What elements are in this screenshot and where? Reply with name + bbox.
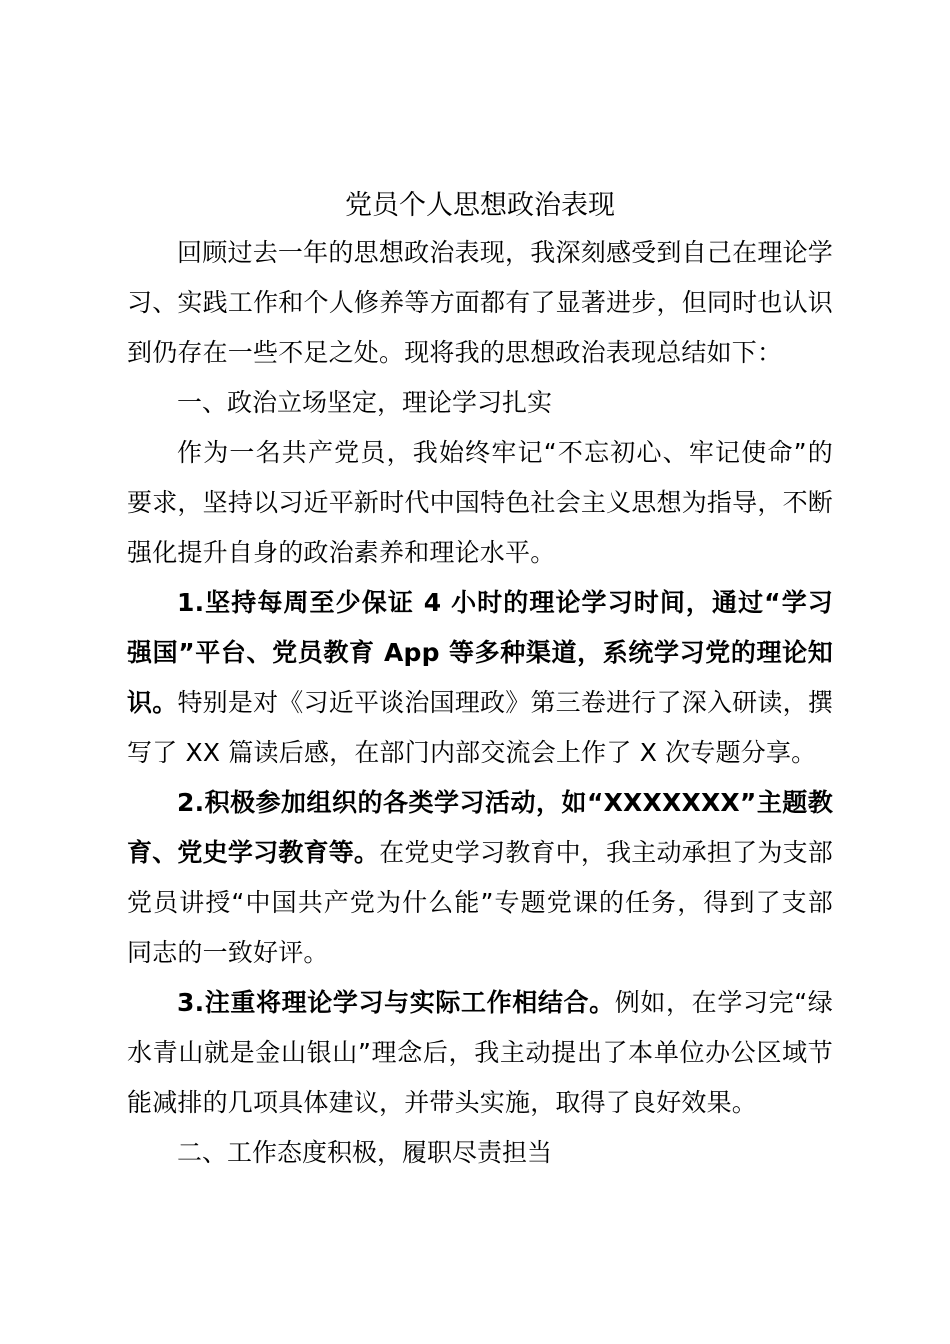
document-title: 党员个人思想政治表现	[345, 190, 615, 221]
section-1-item-2	[127, 778, 833, 978]
section-1-heading: 一、政治立场坚定，理论学习扎实	[177, 388, 553, 417]
intro-paragraph: 回顾过去一年的思想政治表现，我深刻感受到自己在理论学习、实践工作和个人修养等方面都有了显著进步，但同时也认识到仍存在一些不足之处。现将我的思想政治表现总结如下：	[127, 238, 833, 367]
item-1-text: 特别是对《习近平谈治国理政》第三卷进行了深入研读，撰写了 XX 篇读后感，在部门内部交流会上作了 X 次专题分享。	[127, 688, 834, 767]
section-1-item-1	[127, 578, 833, 778]
item-3-text: 例如，在学习完“绿水青山就是金山银山”理念后，我主动提出了本单位办公区域节能减排的几项具体建议，并带头实施，取得了良好效果。	[127, 988, 833, 1117]
section-2-heading: 二、工作态度积极，履职尽责担当	[177, 1138, 553, 1167]
item-3-bold-lead: 3.注重将理论学习与实际工作相结合。	[177, 988, 615, 1017]
item-2-text: 在党史学习教育中，我主动承担了为支部党员讲授“中国共产党为什么能”专题党课的任务，得到了支部同志的一致好评。	[127, 838, 833, 967]
section-1-intro-paragraph: 作为一名共产党员，我始终牢记“不忘初心、牢记使命”的要求，坚持以习近平新时代中国特色社会主义思想为指导，不断强化提升自身的政治素养和理论水平。	[127, 438, 833, 567]
document-content	[127, 178, 833, 1178]
item-2-bold-lead: 2.积极参加组织的各类学习活动，如“XXXXXXX”主题教育、党史学习教育等。	[127, 788, 833, 867]
item-1-bold-lead: 1.坚持每周至少保证 4 小时的理论学习时间，通过“学习强国”平台、党员教育 App 等多种渠道，系统学习党的理论知识。	[127, 588, 833, 717]
section-1-item-3	[127, 978, 833, 1128]
